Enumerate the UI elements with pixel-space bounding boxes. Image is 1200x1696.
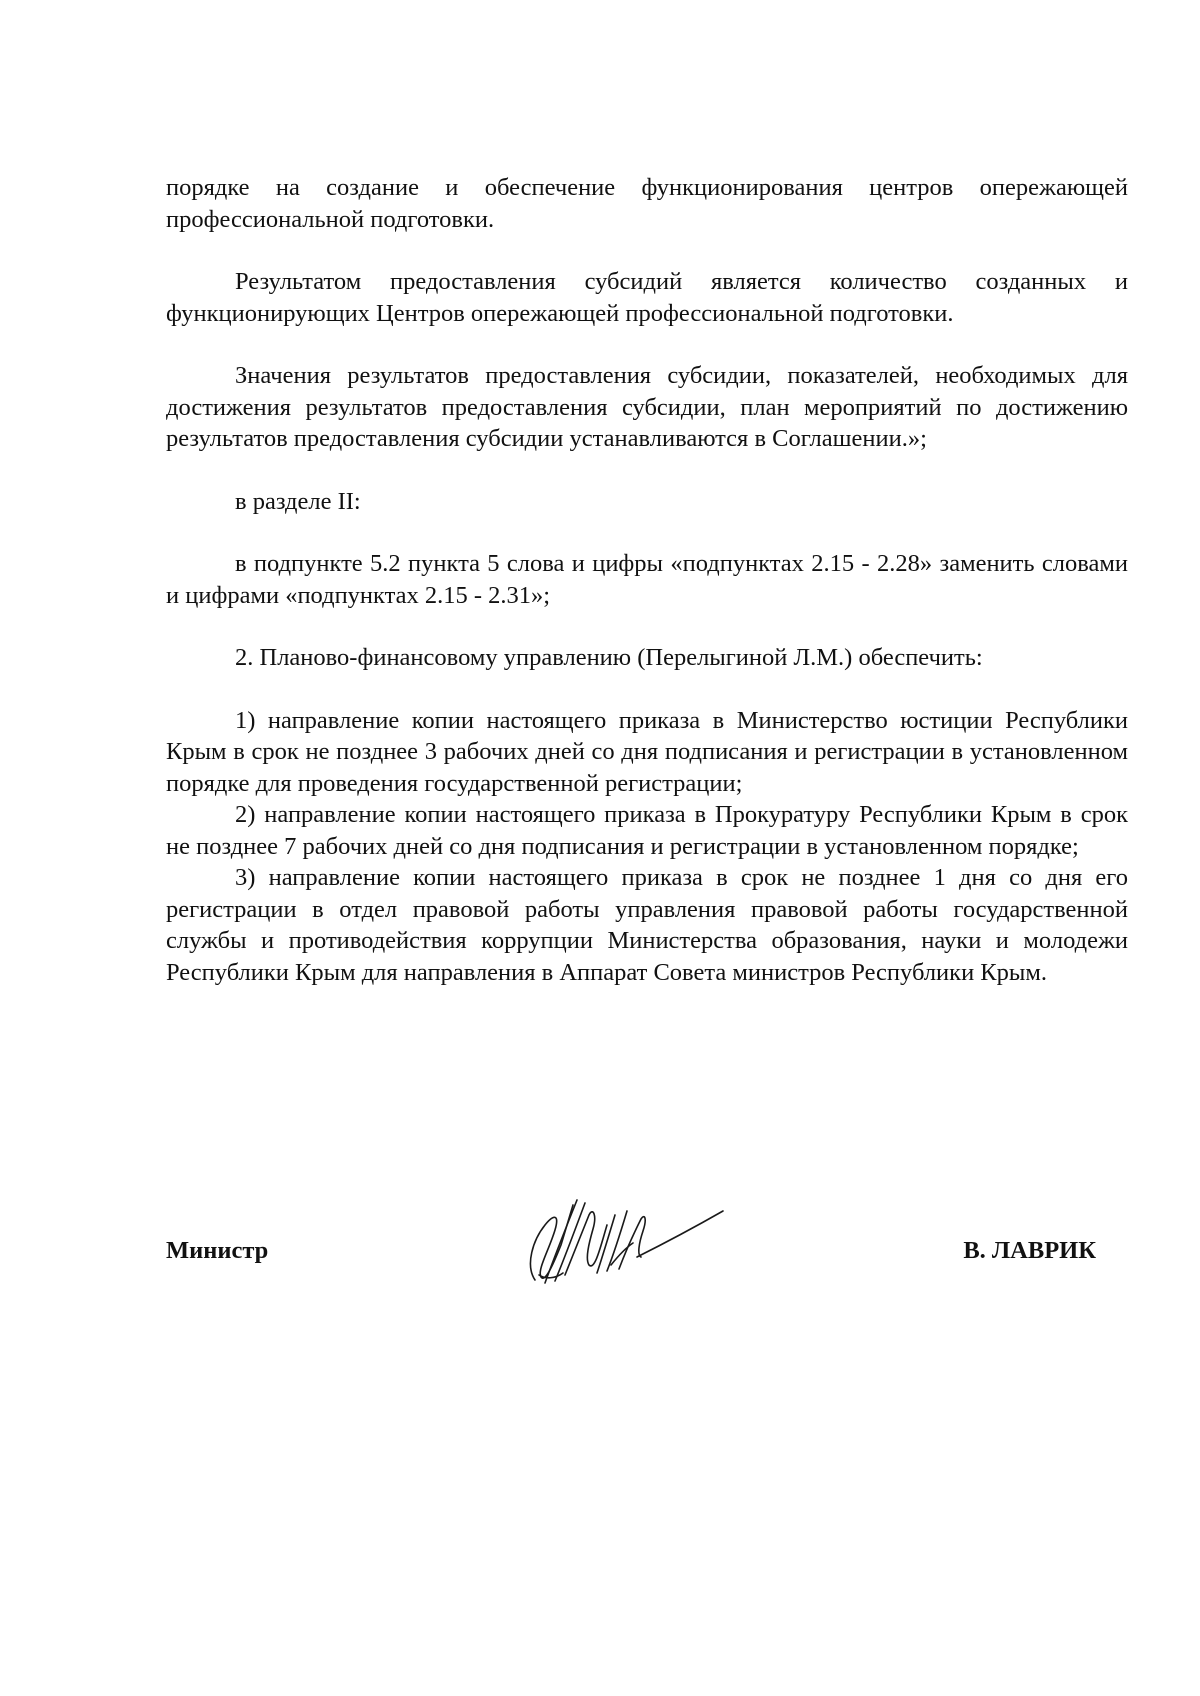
paragraph-values: Значения результатов предоставления субсидии, показателей, необходимых для достижения результатов предоставления субсидии, план мероприятий по достижению результатов предоставления субсидии устанавливаются в Соглашении.»; [166,362,1128,452]
document-body [166,172,1128,988]
list-item: 2) направление копии настоящего приказа в Прокуратуру Республики Крым в срок не позднее 7 рабочих дней со дня подписания и регистрации в установленном порядке; [166,801,1128,860]
paragraph-result: Результатом предоставления субсидий является количество созданных и функционирующих Центров опережающей профессиональной подготовки. [166,268,1128,327]
paragraph-continuation: порядке на создание и обеспечение функционирования центров опережающей профессиональной подготовки. [166,174,1128,233]
paragraph-section-ii: в разделе II: [235,487,361,515]
signatory-name: В. ЛАВРИК [963,1237,1096,1264]
tasks-list [166,705,1128,989]
paragraph-subclause: в подпункте 5.2 пункта 5 слова и цифры «подпунктах 2.15 - 2.28» заменить словами и цифрами «подпунктах 2.15 - 2.31»; [166,550,1128,609]
handwritten-signature [515,1185,725,1295]
list-item: 1) направление копии настоящего приказа в Министерство юстиции Республики Крым в срок не позднее 3 рабочих дней со дня подписания и регистрации в установленном порядке для проведения государственной регистрации; [166,706,1128,797]
signatory-title: Министр [166,1237,269,1264]
list-item: 3) направление копии настоящего приказа в срок не позднее 1 дня со дня его регистрации в отдел правовой работы управления правовой работы государственной службы и противодействия коррупции Министерства образования, науки и молодежи Республики Крым для направления в Аппарат Совета министров Республики Крым. [166,864,1128,986]
paragraph-item-2: 2. Планово-финансовому управлению (Перелыгиной Л.М.) обеспечить: [235,644,983,671]
